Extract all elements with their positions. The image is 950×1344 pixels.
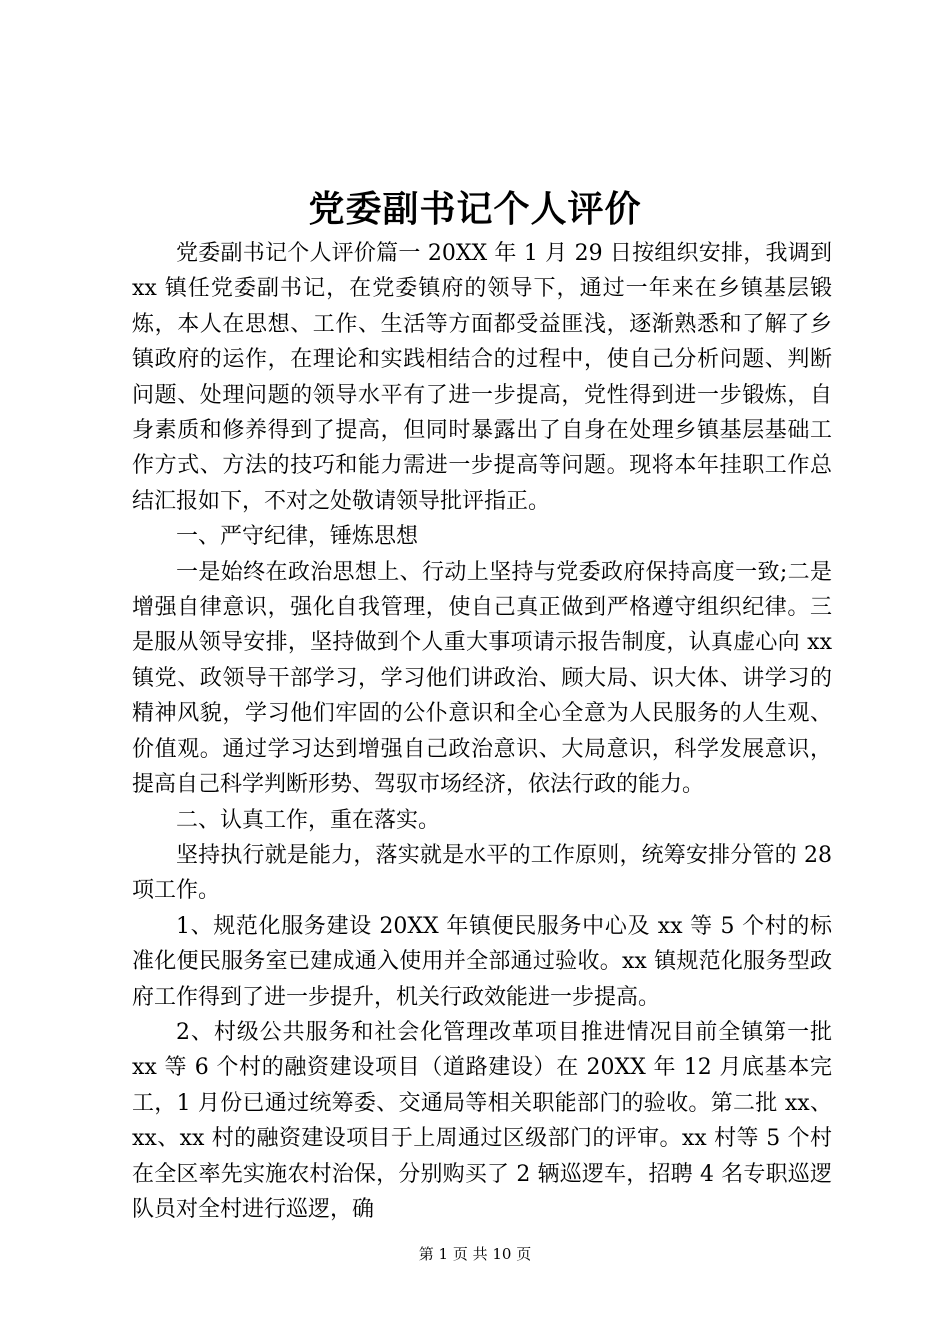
paragraph-item-1: 1、规范化服务建设 20XX 年镇便民服务中心及 xx 等 5 个村的标准化便民服务室已建成通入使用并全部通过验收。xx 镇规范化服务型政府工作得到了进一步提升，机关行政效能进一步提高。 (132, 913, 832, 1010)
paragraph-intro: 党委副书记个人评价篇一 20XX 年 1 月 29 日按组织安排，我调到 xx 镇任党委副书记，在党委镇府的领导下，通过一年来在乡镇基层锻炼，本人在思想、工作、生活等方面都受益匪浅，逐渐熟悉和了解了乡镇政府的运作，在理论和实践相结合的过程中，使自己分析问题、判断问题、处理问题的领导水平有了进一步提高，党性得到进一步锻炼，自身素质和修养得到了提高，但同时暴露出了自身在处理乡镇基层基础工作方式、方法的技巧和能力需进一步提高等问题。现将本年挂职工作总结汇报如下，不对之处敬请领导批评指正。 (132, 241, 832, 514)
section-heading-2: 二、认真工作，重在落实。 (176, 807, 441, 833)
section-heading-1: 一、严守纪律，锤炼思想 (176, 524, 419, 550)
document-title: 党委副书记个人评价 (308, 188, 642, 230)
paragraph-discipline: 一是始终在政治思想上、行动上坚持与党委政府保持高度一致;二是增强自律意识，强化自我管理，使自己真正做到严格遵守组织纪律。三是服从领导安排，坚持做到个人重大事项请示报告制度，认真虚心向 xx 镇党、政领导干部学习，学习他们讲政治、顾大局、识大体、讲学习的精神风貌，学习他们牢固的公仆意识和全心全意为人民服务的人生观、价值观。通过学习达到增强自己政治意识、大局意识，科学发展意识，提高自己科学判断形势、驾驭市场经济，依法行政的能力。 (132, 559, 832, 798)
paragraph-item-2: 2、村级公共服务和社会化管理改革项目推进情况目前全镇第一批 xx 等 6 个村的融资建设项目（道路建设）在 20XX 年 12 月底基本完工，1 月份已通过统筹委、交通局等相关职能部门的验收。第二批 xx、xx、xx 村的融资建设项目于上周通过区级部门的评审。xx 村等 5 个村在全区率先实施农村治保，分别购买了 2 辆巡逻车，招聘 4 名专职巡逻队员对全村进行巡逻，确 (132, 1019, 832, 1222)
paragraph-principle: 坚持执行就是能力，落实就是水平的工作原则，统筹安排分管的 28 项工作。 (132, 842, 832, 904)
page-number-footer: 第 1 页 共 10 页 (418, 1245, 532, 1263)
document-body (132, 236, 832, 1227)
